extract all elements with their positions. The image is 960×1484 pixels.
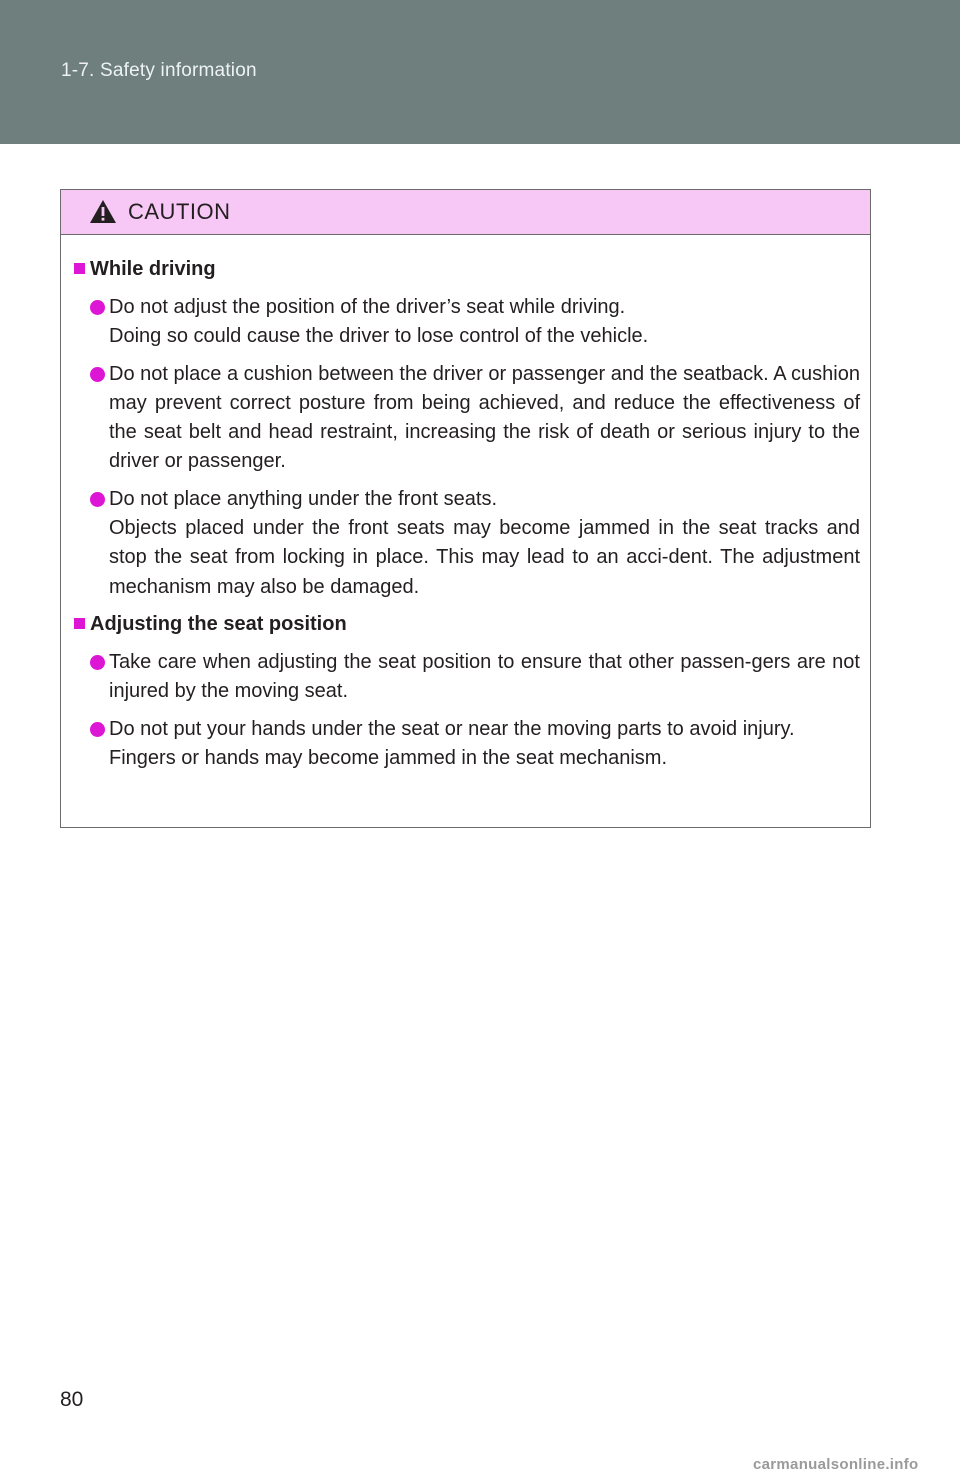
caution-body [61,235,870,773]
square-bullet-icon [74,618,85,629]
page-number: 80 [60,1388,84,1411]
warning-triangle-icon [89,199,117,224]
list-item [74,648,860,707]
item-text: Take care when adjusting the seat position to ensure that other passen-gers are not injured by the moving seat. [109,650,860,703]
page-header [0,0,960,144]
square-bullet-icon [74,263,85,274]
section-title: 1-7. Safety information [61,60,257,81]
caution-header [61,190,870,235]
caution-box [60,189,871,828]
item-text: Fingers or hands may become jammed in the seat mechanism. [109,746,668,769]
list-item [74,293,860,352]
item-text: Doing so could cause the driver to lose control of the vehicle. [109,325,649,348]
circle-bullet-icon [90,367,105,382]
circle-bullet-icon [90,492,105,507]
circle-bullet-icon [90,300,105,315]
item-text: Do not put your hands under the seat or near the moving parts to avoid injury. [109,717,795,740]
section-heading [74,610,860,639]
circle-bullet-icon [90,722,105,737]
list-item [74,360,860,477]
list-item [74,485,860,602]
section-heading-text: While driving [90,258,216,280]
item-text: Objects placed under the front seats may become jammed in the seat tracks and stop the seat from locking in place. This may lead to an acci-dent. The adjustment mechanism may also be damaged. [109,517,860,598]
caution-label: CAUTION [128,199,231,224]
section-heading [74,255,860,284]
list-item [74,715,860,774]
watermark-link[interactable]: carmanualsonline.info [753,1456,919,1473]
circle-bullet-icon [90,655,105,670]
item-text: Do not place anything under the front seats. [109,487,498,510]
section-heading-text: Adjusting the seat position [90,612,347,635]
item-text: Do not adjust the position of the driver’s seat while driving. [109,296,626,318]
item-text: Do not place a cushion between the driver or passenger and the seatback. A cushion may prevent correct posture from being achieved, and reduce the effectiveness of the seat belt and head restraint, increasing the risk of death or serious injury to the driver or passenger. [109,362,860,473]
